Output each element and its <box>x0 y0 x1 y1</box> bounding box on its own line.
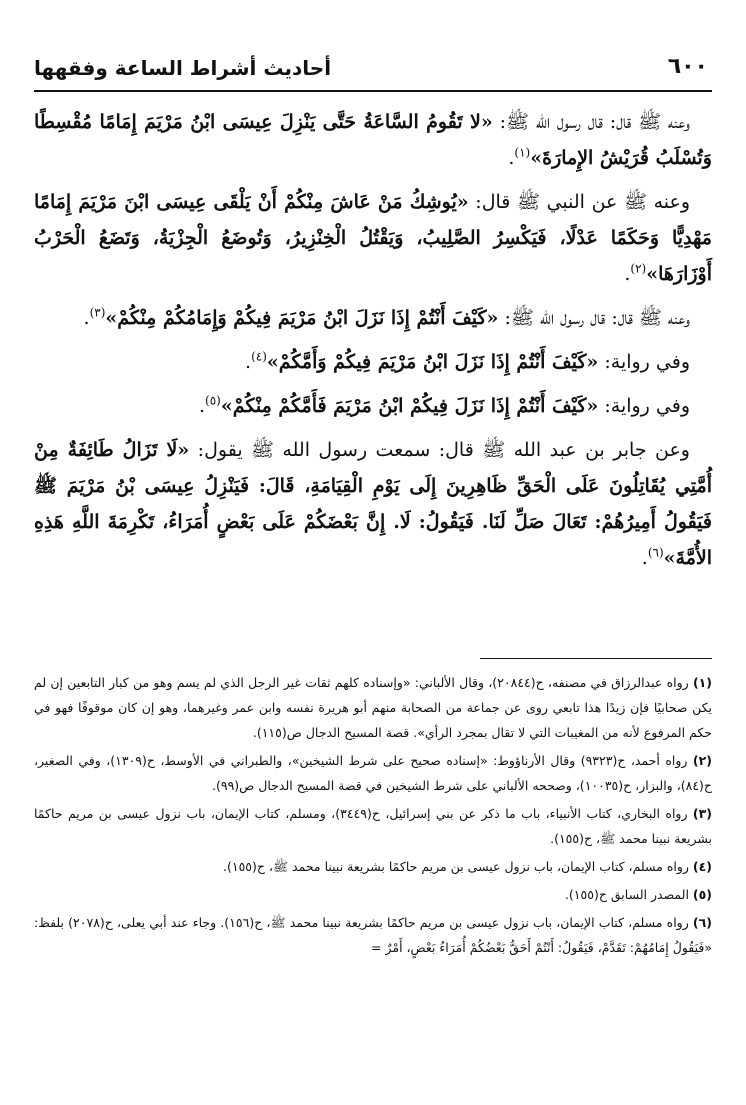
footnote <box>34 910 712 960</box>
footnote <box>34 670 712 745</box>
hadith-paragraph <box>34 300 712 336</box>
main-text <box>34 104 712 584</box>
footnote-text: رواه أحمد، ح(٩٣٢٣) وقال الأرناؤوط: «إسناده صحيح على شرط الشيخين»، والطبراني في الأوسط، ح(١٣٠٩)، وفي الصغير، ح(٨٤)، والبزار، ح(١٠٠٣٥)، وصححه الألباني على شرط الشيخين في قصة المسيح الدجال ص(٩٩). <box>34 753 712 793</box>
footnote-ref: (٤) <box>251 349 267 364</box>
hadith-paragraph <box>34 104 712 176</box>
footnote-ref: (٢) <box>630 261 647 276</box>
sentence-end: . <box>198 395 206 417</box>
footnote-text: رواه البخاري، كتاب الأنبياء، باب ما ذكر عن بني إسرائيل، ح(٣٤٤٩)، ومسلم، كتاب الإيمان، باب نزول عيسى بن مريم حاكمًا بشريعة نبينا محمد ﷺ، ح(١٥٥). <box>34 806 712 846</box>
footnotes <box>34 670 712 963</box>
narration-intro: وعن جابر بن عبد الله ﷺ قال: سمعت رسول الله ﷺ يقول: <box>189 439 690 461</box>
footnote-text: رواه مسلم، كتاب الإيمان، باب نزول عيسى بن مريم حاكمًا بشريعة نبينا محمد ﷺ، ح(١٥٦). وجاء عند أبي يعلى، ح(٢٠٧٨) بلفظ: «فَيَقُولُ إِمَامُهُمْ: تَقَدَّمْ، فَيَقُولُ: أَنْتُمْ أَحَقُّ بَعْضُكُمْ أُمَرَاءُ بَعْضٍ، أَمْرٌ = <box>34 915 712 955</box>
footnote-ref: (٦) <box>647 545 664 560</box>
sentence-end: . <box>641 547 648 569</box>
hadith-paragraph <box>34 432 712 576</box>
narration-intro: وعنه ﷺ قال: قال رسول الله ﷺ: <box>492 111 691 133</box>
page-header <box>34 50 712 92</box>
footnote-number: (٢) <box>692 753 712 768</box>
sentence-end: . <box>83 307 90 329</box>
footnote <box>34 801 712 851</box>
hadith-quote: «كَيْفَ أَنْتُمْ إِذَا نَزَلَ ابْنُ مَرْيَمَ فِيكُمْ وَأَمَّكُمْ» <box>266 351 599 373</box>
footnote <box>34 748 712 798</box>
footnote-number: (٤) <box>692 859 712 874</box>
footnote-number: (٣) <box>692 806 712 821</box>
sentence-end: . <box>508 147 515 169</box>
footnote-text: رواه مسلم، كتاب الإيمان، باب نزول عيسى بن مريم حاكمًا بشريعة نبينا محمد ﷺ، ح(١٥٥). <box>223 859 689 874</box>
narration-intro: وفي رواية: <box>598 351 690 373</box>
narration-intro: وعنه ﷺ قال: قال رسول الله ﷺ: <box>498 307 690 329</box>
hadith-paragraph <box>34 388 712 424</box>
footnote <box>34 854 712 879</box>
narration-intro: وعنه ﷺ عن النبي ﷺ قال: <box>468 191 691 213</box>
hadith-quote: «يُوشِكُ مَنْ عَاشَ مِنْكُمْ أَنْ يَلْقَى عِيسَى ابْنَ مَرْيَمَ إِمَامًا مَهْدِيًّا وَحَكَمًا عَدْلًا، فَيَكْسِرُ الصَّلِيبُ، وَيَقْتُلُ الْخِنْزِيرُ، وَتُوضَعُ الْجِزْيَةُ، وَتَضَعُ الْحَرْبُ أَوْزَارَهَا» <box>34 191 712 285</box>
footnote-text: رواه عبدالرزاق في مصنفه، ح(٢٠٨٤٤)، وقال الألباني: «وإسناده كلهم ثقات غير الرجل الذي لم يسم وهو من كبار التابعين إن لم يكن صحابيًا فإن زيدًا هذا تابعي روى عن جماعة من الصحابة منهم أبو هريرة نفسه وابن عمر وغيرهما، وهو إن كان موقوفًا فهو في حكم المرفوع لأنه من المغيبات التي لا تقال بمجرد الرأي». قصة المسيح الدجال ص(١١٥). <box>34 675 712 740</box>
hadith-paragraph <box>34 344 712 380</box>
page-number: ٦٠٠ <box>667 54 708 79</box>
hadith-quote: «كَيْفَ أَنْتُمْ إِذَا نَزَلَ ابْنُ مَرْيَمَ فِيكُمْ وَإِمَامُكُمْ مِنْكُمْ» <box>105 307 499 329</box>
hadith-quote: «لا تَقُومُ السَّاعَةُ حَتَّى يَنْزِلَ عِيسَى ابْنُ مَرْيَمَ إِمَامًا مُقْسِطًا وَتُسْلَبُ قُرَيْشُ الإِمارَةَ» <box>34 111 712 169</box>
running-title: أحاديث أشراط الساعة وفقهها <box>34 56 332 80</box>
sentence-end: . <box>624 263 631 285</box>
narration-intro: وفي رواية: <box>598 395 690 417</box>
footnote-number: (١) <box>692 675 713 690</box>
footnote-number: (٦) <box>692 915 712 930</box>
hadith-quote: «لَا تَزَالُ طَائِفَةٌ مِنْ أُمَّتِي يُقَاتِلُونَ عَلَى الْحَقِّ ظَاهِرِينَ إِلَى يَوْمِ الْقِيَامَةِ، قَالَ: فَيَنْزِلُ عِيسَى بْنُ مَرْيَمَ ﷺ فَيَقُولُ أَمِيرُهُمْ: تَعَالَ صَلِّ لَنَا. فَيَقُولُ: لَا. إِنَّ بَعْضَكُمْ عَلَى بَعْضٍ أُمَرَاءُ، تَكْرِمَةَ اللَّهِ هَذِهِ الأُمَّةَ» <box>34 439 712 569</box>
footnote-number: (٥) <box>692 887 712 902</box>
footnote-ref: (٣) <box>89 305 106 320</box>
hadith-paragraph <box>34 184 712 292</box>
footnote-divider <box>480 658 712 659</box>
footnote-ref: (١) <box>514 145 531 160</box>
footnote-text: المصدر السابق ح(١٥٥). <box>564 887 689 902</box>
sentence-end: . <box>245 351 252 373</box>
footnote-ref: (٥) <box>205 393 221 408</box>
book-page <box>34 50 712 1090</box>
hadith-quote: «كَيْفَ أَنْتُمْ إِذَا نَزَلَ فِيكُمْ ابْنُ مَرْيَمَ فَأَمَّكُمْ مِنْكُمْ» <box>220 395 599 417</box>
footnote <box>34 882 712 907</box>
